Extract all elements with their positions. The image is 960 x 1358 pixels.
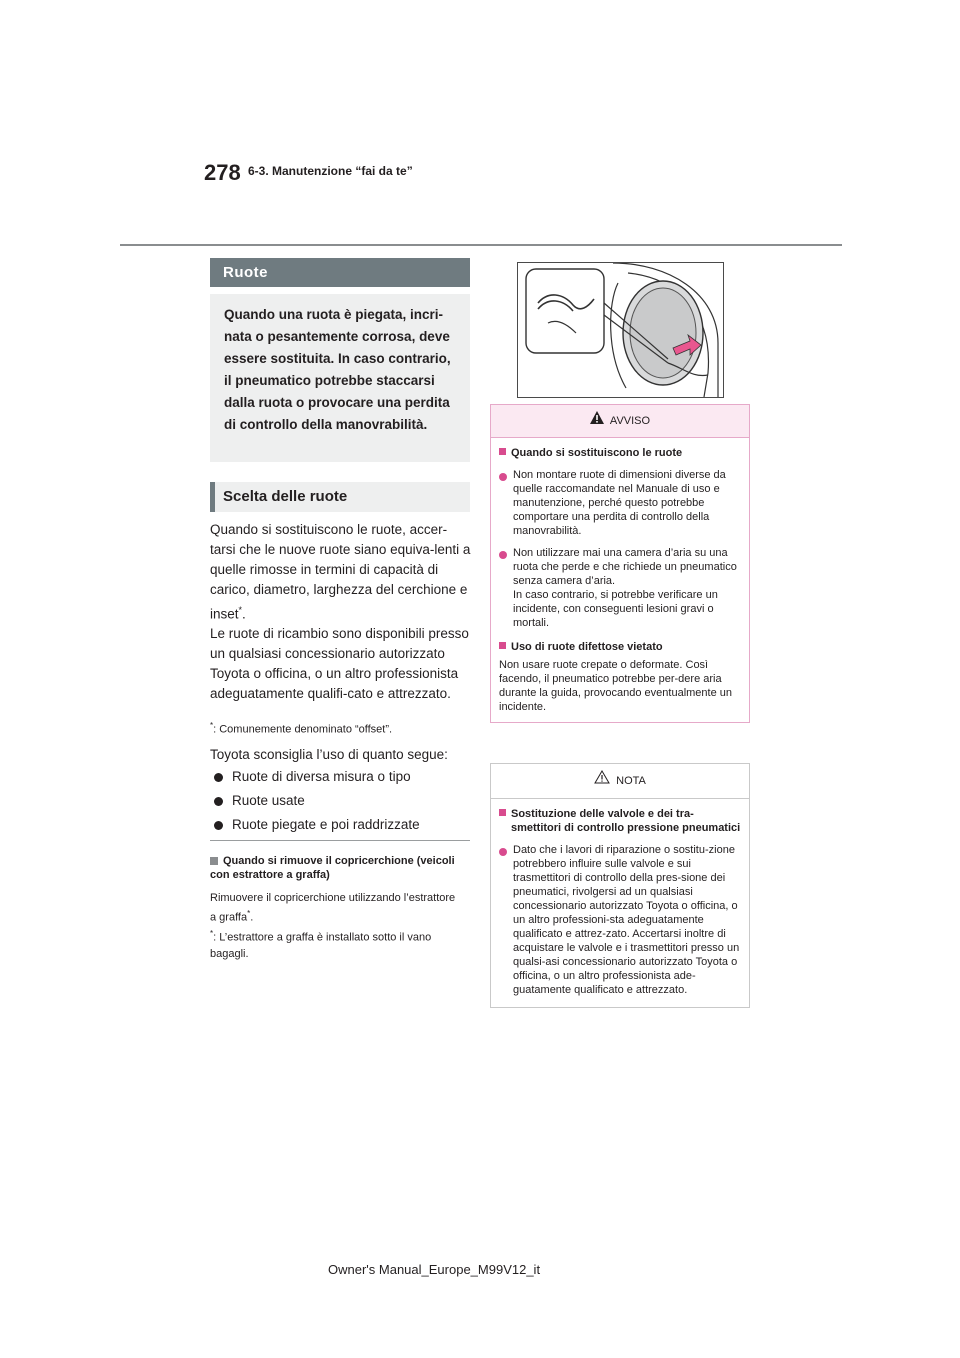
ruote-intro: Quando una ruota è piegata, incri-nata o pesantemente corrosa, deve essere sostituita. In caso contrario, il pneumatico potrebbe staccarsi dalla ruota o provocare una perdita di controllo della manovrabilità. xyxy=(210,294,470,462)
wheel-cap-illustration xyxy=(517,262,724,398)
warning-header: AVVISO xyxy=(491,405,749,438)
warning-item-2: Non utilizzare mai una camera d’aria su una ruota che perde e che richiede un pneumatico senza camera d’aria. In caso contrario, si potrebbe verificare un incidente, con conseguenti lesioni gravi o mortali. xyxy=(499,546,741,630)
warning-text-2: Non usare ruote crepate o deformate. Così facendo, il pneumatico potrebbe per-dere aria durante la guida, provocando eventualmente un incidente. xyxy=(499,659,733,713)
note-subtitle: Sostituzione delle valvole e dei tra-smettitori di controllo pressione pneumatici xyxy=(499,807,741,835)
scelta-para3: Toyota sconsiglia l’uso di quanto segue: xyxy=(210,747,448,762)
scelta-footnote: *: Comunemente denominato “offset”. xyxy=(210,721,393,736)
page-number: 278 xyxy=(204,160,241,185)
note-header: NOTA xyxy=(491,764,749,799)
copricerchione-title: Quando si rimuove il copricerchione (veicoli con estrattore a graffa) xyxy=(210,855,455,881)
warning-triangle-icon xyxy=(590,405,604,437)
note-box xyxy=(490,763,750,1008)
header-rule xyxy=(120,244,842,246)
note-item-1: Dato che i lavori di riparazione o sostitu-zione potrebbero influire sulle valvole e sui trasmettitori di controllo della pres-sione dei pneumatici, rivolgersi ad un qualsiasi concessionario autorizzato Toyota o officina, o un altro professioni-sta adeguatamente qualificato e attrez-zato. Accertarsi inoltre di acquistare le valvole e i trasmettitori presso un qualsi-asi concessionario autorizzato Toyota o officina, o un altro professionista ade-guatamente qualificato e attrezzato. xyxy=(499,843,741,997)
list-item: Ruote usate xyxy=(214,791,476,811)
copricerchione-text: Rimuovere il copricerchione utilizzando l’estrattore a graffa*. xyxy=(210,892,456,924)
ruote-heading: Ruote xyxy=(210,258,470,287)
warning-item-1: Non montare ruote di dimensioni diverse da quelle raccomandate nel Manuale di uso e manutenzione, perché questo potrebbe comportare una perdita di controllo della manovrabilità. xyxy=(499,468,741,538)
list-item: Ruote di diversa misura o tipo xyxy=(214,767,476,787)
section-title: 6-3. Manutenzione “fai da te” xyxy=(248,164,413,178)
bullet-list xyxy=(214,767,476,835)
warning-subtitle-1: Quando si sostituiscono le ruote xyxy=(499,446,741,460)
warning-subtitle-2: Uso di ruote difettose vietato xyxy=(499,640,741,654)
scelta-para1: Quando si sostituiscono le ruote, accer-tarsi che le nuove ruote siano equiva-lenti a quelle rimosse in termini di capacità di carico, diametro, larghezza del cerchione e inset*. xyxy=(210,522,471,622)
caution-triangle-icon xyxy=(594,764,610,798)
scelta-heading: Scelta delle ruote xyxy=(210,482,470,512)
list-item: Ruote piegate e poi raddrizzate xyxy=(214,815,476,835)
footer-text: Owner's Manual_Europe_M99V12_it xyxy=(328,1262,541,1277)
copricerchione-footnote: *: L’estrattore a graffa è installato sotto il vano bagagli. xyxy=(210,929,432,960)
scelta-para2: Le ruote di ricambio sono disponibili presso un qualsiasi concessionario autorizzato Toyota o officina, o un altro professionista adeguatamente qualifi-cato e attrezzato. xyxy=(210,626,469,701)
divider xyxy=(210,840,470,841)
warning-box xyxy=(490,404,750,723)
